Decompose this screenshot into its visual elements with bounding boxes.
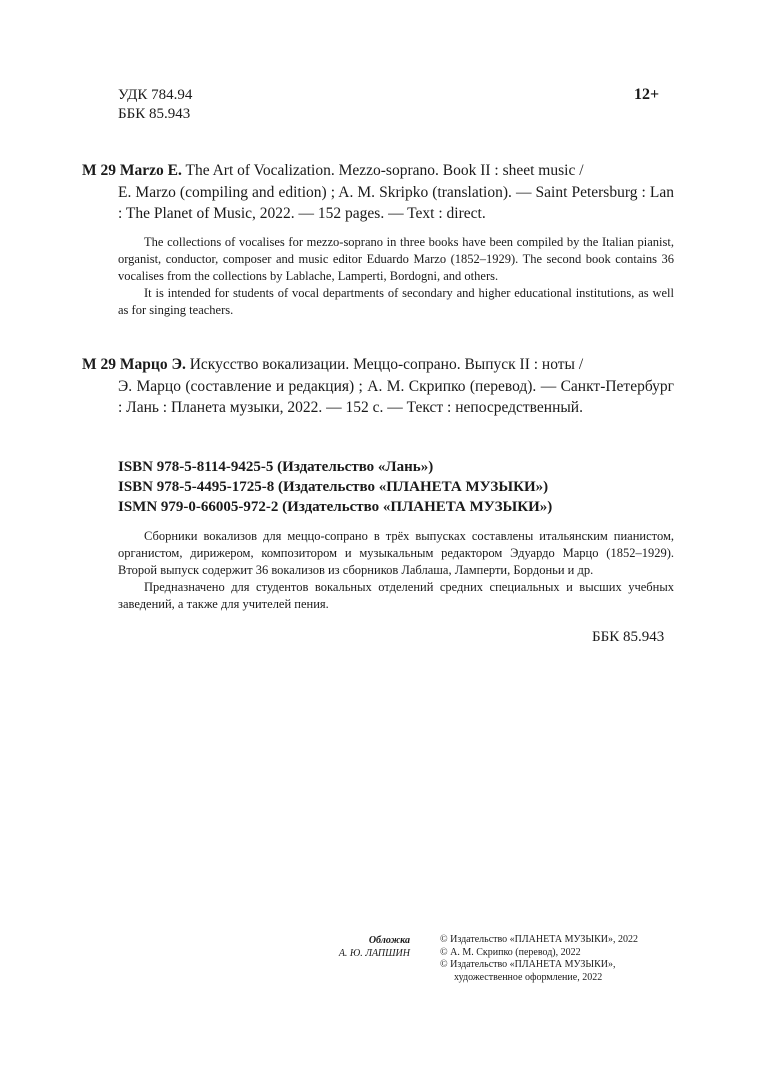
entry-en-author: Marzo E. bbox=[119, 162, 182, 179]
cover-credit-role: Обложка bbox=[368, 935, 410, 946]
abstract-en-paragraph-1: The collections of vocalises for mezzo-soprano in three books have been compiled by the Italian pianist, organist, conductor, composer and music editor Eduardo Marzo (1852–1929). The second book contains 36 vocalises from the collections by Lablache, Lamperti, Bordogni, and others. bbox=[118, 235, 674, 283]
abstract-en bbox=[118, 234, 674, 319]
copyright-line-3: © Издательство «ПЛАНЕТА МУЗЫКИ», bbox=[440, 959, 616, 970]
entry-en-first-line bbox=[82, 160, 674, 182]
abstract-ru-paragraph-1: Сборники вокализов для меццо-сопрано в трёх выпусках составлены итальянским пианистом, органистом, дирижером, композитором и музыкальным редактором Эдуардо Марцо (1852–1929). Второй выпуск содержит 36 вокализов из сборников Лаблаша, Ламперти, Бордоньи и др. bbox=[118, 529, 674, 577]
bibliographic-entry-ru bbox=[82, 354, 674, 419]
age-rating: 12+ bbox=[634, 86, 660, 103]
entry-ru-code: М 29 bbox=[82, 356, 117, 373]
isbn-block bbox=[118, 457, 552, 517]
udk-code: УДК 784.94 bbox=[118, 87, 193, 103]
copyright-line-2: © А. М. Скрипко (перевод), 2022 bbox=[440, 946, 581, 958]
bbk-code-bottom: ББК 85.943 bbox=[592, 629, 665, 645]
entry-ru-first-line bbox=[82, 354, 674, 376]
cover-credit bbox=[320, 934, 410, 960]
ismn-planeta: ISMN 979-0-66005-972-2 (Издательство «ПЛАНЕТА МУЗЫКИ») bbox=[118, 499, 553, 515]
copyright-block bbox=[440, 934, 638, 984]
cover-credit-person: А. Ю. ЛАПШИН bbox=[338, 948, 410, 959]
entry-ru-details: Э. Марцо (составление и редакция) ; А. М. Скрипко (перевод). — Санкт-Петербург : Лань : Планета музыки, 2022. — 152 с. — Текст : непосредственный. bbox=[118, 377, 674, 416]
copyright-line-1: © Издательство «ПЛАНЕТА МУЗЫКИ», 2022 bbox=[440, 934, 639, 945]
entry-en-code: М 29 bbox=[82, 162, 117, 179]
entry-ru-title: Искусство вокализации. Меццо-сопрано. Выпуск II : ноты / bbox=[189, 356, 584, 373]
entry-en-details: E. Marzo (compiling and edition) ; A. M. Skripko (translation). — Saint Petersburg : Lan : The Planet of Music, 2022. — 152 pages. — Text : direct. bbox=[118, 183, 674, 222]
abstract-ru bbox=[118, 528, 674, 613]
bibliographic-entry-en bbox=[82, 160, 674, 225]
entry-ru-author: Марцо Э. bbox=[119, 356, 186, 373]
classification-codes bbox=[118, 86, 192, 124]
copyright-line-4: художественное оформление, 2022 bbox=[454, 971, 603, 983]
isbn-lan: ISBN 978-5-8114-9425-5 (Издательство «Лань») bbox=[118, 459, 434, 475]
isbn-planeta: ISBN 978-5-4495-1725-8 (Издательство «ПЛАНЕТА МУЗЫКИ») bbox=[118, 479, 549, 495]
bbk-code: ББК 85.943 bbox=[118, 106, 191, 122]
entry-en-title: The Art of Vocalization. Mezzo-soprano. Book II : sheet music / bbox=[185, 162, 584, 179]
abstract-ru-paragraph-2: Предназначено для студентов вокальных отделений средних специальных и высших учебных заведений, а также для учителей пения. bbox=[118, 580, 674, 611]
abstract-en-paragraph-2: It is intended for students of vocal departments of secondary and higher educational institutions, as well as for singing teachers. bbox=[118, 286, 674, 317]
